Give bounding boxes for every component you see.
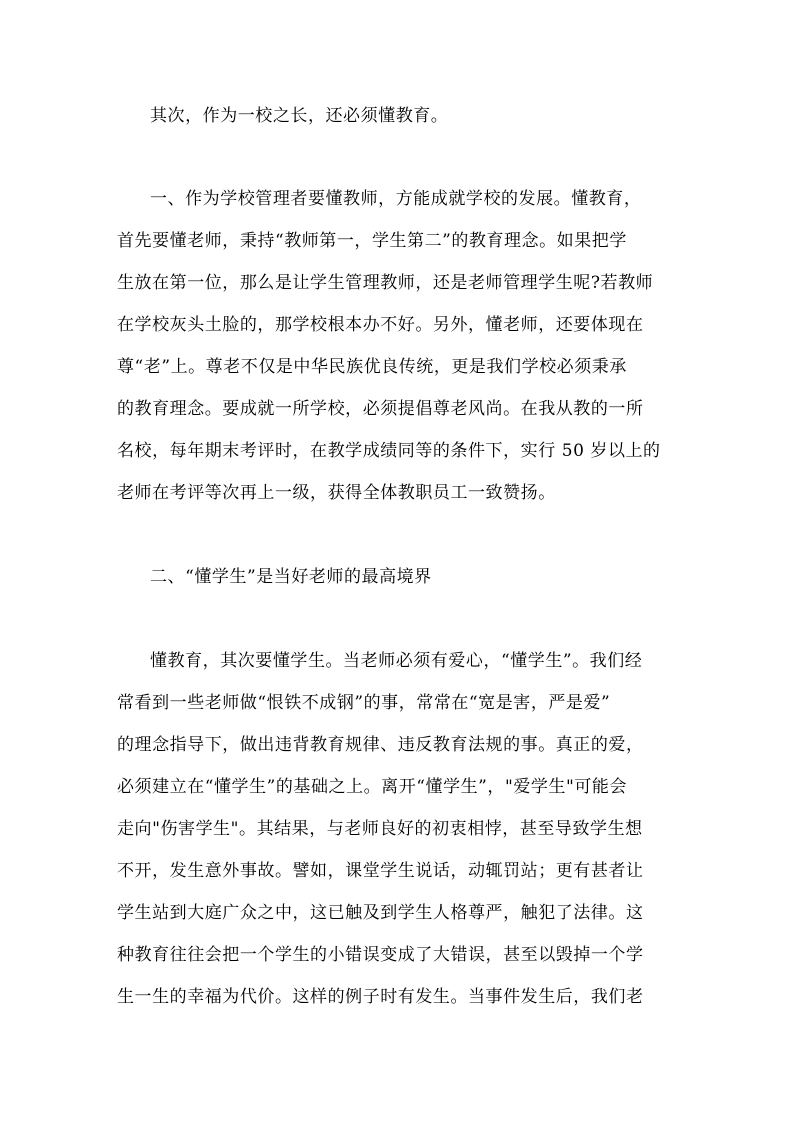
section-1-line-2: 首先要懂老师，秉持“教师第一，学生第二”的教育理念。如果把学 [117,231,627,251]
section-2-line-7: 学生站到大庭广众之中，这已触及到学生人格尊严，触犯了法律。这 [117,903,644,923]
section-2-line-6: 不开，发生意外事故。譬如，课堂学生说话，动辄罚站；更有甚者让 [117,861,644,881]
section-2-line-3: 的理念指导下，做出违背教育规律、违反教育法规的事。真正的爱， [117,735,644,755]
section-2-line-4: 必须建立在“懂学生”的基础之上。离开“懂学生”，"爱学生"可能会 [117,777,628,797]
section-2-line-9: 生一生的幸福为代价。这样的例子时有发生。当事件发生后，我们老 [117,987,644,1007]
section-1-line-1: 一、作为学校管理者要懂教师，方能成就学校的发展。懂教育， [150,189,642,209]
section-1-line-5: 尊“老”上。尊老不仅是中华民族优良传统，更是我们学校必须秉承 [117,357,627,377]
section-1-line-4: 在学校灰头土脸的，那学校根本办不好。另外，懂老师，还要体现在 [117,315,644,335]
section-2-line-1: 懂教育，其次要懂学生。当老师必须有爱心，“懂学生”。我们经 [150,651,643,671]
section-1-line-8: 老师在考评等次再上一级，获得全体教职员工一致赞扬。 [117,483,556,503]
section-1-line-3: 生放在第一位，那么是让学生管理教师，还是老师管理学生呢?若教师 [117,273,654,293]
section-2-line-8: 种教育往往会把一个学生的小错误变成了大错误，甚至以毁掉一个学 [117,945,644,965]
section-2-line-5: 走向"伤害学生"。其结果，与老师良好的初衷相悖，甚至导致学生想 [117,819,643,839]
section-2-heading: 二、“懂学生”是当好老师的最高境界 [150,567,432,587]
section-2-line-2: 常看到一些老师做“恨铁不成钢”的事，常常在“宽是害，严是爱” [117,693,611,713]
paragraph-intro: 其次，作为一校之长，还必须懂教育。 [150,106,449,126]
section-1-line-6: 的教育理念。要成就一所学校，必须提倡尊老风尚。在我从教的一所 [117,399,644,419]
section-1-line-7: 名校，每年期末考评时，在教学成绩同等的条件下，实行 50 岁以上的 [117,441,661,461]
